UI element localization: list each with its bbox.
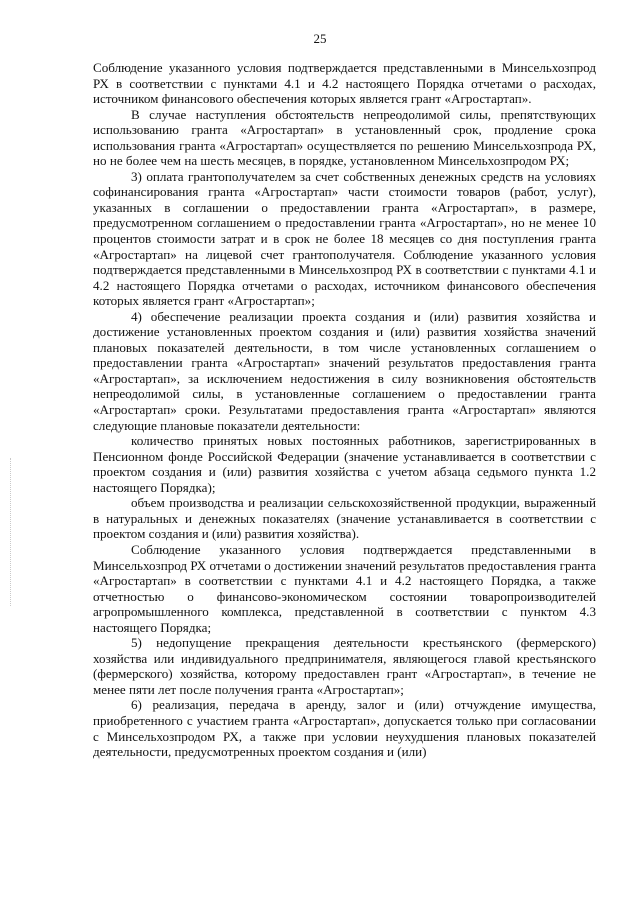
paragraph: В случае наступления обстоятельств непреодолимой силы, препятствующих использованию гранта «Агростартап» в установленный срок, продление срока использования гранта «Агростартап» осуществляется по решению Минсельхозпрода РХ, но не более чем на шесть месяцев, в порядке, установленном Минсельхозпродом РХ;	[93, 106, 596, 169]
scan-margin-mark	[10, 458, 15, 606]
paragraph: объем производства и реализации сельскохозяйственной продукции, выраженный в натуральных и денежных показателях (значение устанавливается в соответствии с проектом создания и (или) развития хозяйства).	[93, 495, 596, 542]
page-number: 25	[313, 31, 327, 46]
paragraph: Соблюдение указанного условия подтверждается представленными в Минсельхозпрод РХ в соответствии с пунктами 4.1 и 4.2 настоящего Порядка отчетами о расходах, источником финансового обеспечения которых является грант «Агростартап».	[93, 60, 596, 107]
paragraph: 4) обеспечение реализации проекта создания и (или) развития хозяйства и достижение установленных проектом создания и (или) развития хозяйства значений плановых показателей деятельности, в том числе установленных соглашением о предоставлении гранта «Агростартап» значений результатов предоставления гранта «Агростартап», за исключением недостижения в силу возникновения обстоятельств непреодолимой силы, в установленные соглашением о предоставлении гранта «Агростартап» сроки. Результатами предоставления гранта «Агростартап» являются следующие плановые показатели деятельности:	[93, 308, 596, 433]
document-body	[93, 60, 596, 760]
paragraph: количество принятых новых постоянных работников, зарегистрированных в Пенсионном фонде Российской Федерации (значение устанавливается в соответствии с проектом создания и (или) развития хозяйства с учетом абзаца седьмого пункта 1.2 настоящего Порядка);	[93, 433, 596, 495]
paragraph: 6) реализация, передача в аренду, залог и (или) отчуждение имущества, приобретенного с участием гранта «Агростартап», допускается только при согласовании с Минсельхозпродом РХ, а также при условии неухудшения плановых показателей деятельности, предусмотренных проектом создания и (или)	[93, 697, 596, 760]
paragraph: 3) оплата грантополучателем за счет собственных денежных средств на условиях софинансирования гранта «Агростартап» части стоимости товаров (работ, услуг), указанных в соглашении о предоставлении гранта «Агростартап», в размере, предусмотренном соглашением о предоставлении гранта «Агростартап», но не менее 10 процентов стоимости затрат и в срок не более 18 месяцев со дня поступления гранта «Агростартап» на лицевой счет грантополучателя. Соблюдение указанного условия подтверждается представленными в Минсельхозпрод РХ в соответствии с пунктами 4.1 и 4.2 настоящего Порядка отчетами о расходах, источником финансового обеспечения которых является грант «Агростартап»;	[93, 168, 596, 309]
paragraph: 5) недопущение прекращения деятельности крестьянского (фермерского) хозяйства или индивидуального предпринимателя, являющегося главой крестьянского (фермерского) хозяйства, которому предоставлен грант «Агростартап», в течение не менее пяти лет после получения гранта «Агростартап»;	[93, 635, 596, 697]
paragraph: Соблюдение указанного условия подтверждается представленными в Минсельхозпрод РХ отчетами о достижении значений результатов предоставления гранта «Агростартап» в соответствии с пунктами 4.1 и 4.2 настоящего Порядка, а также отчетностью о финансово-экономическом состоянии товаропроизводителей агропромышленного комплекса, представленной в соответствии с пунктом 4.3 настоящего Порядка;	[93, 541, 596, 635]
